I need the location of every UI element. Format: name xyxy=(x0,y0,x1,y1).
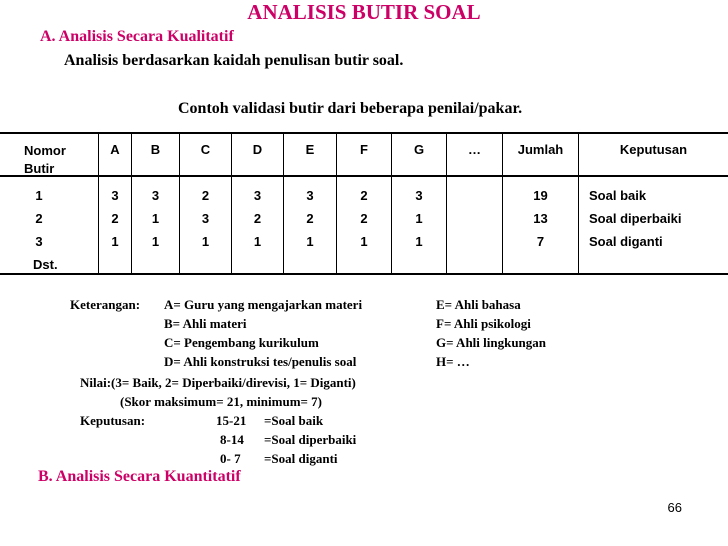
header-a: A xyxy=(110,142,120,157)
table-caption: Contoh validasi butir dari beberapa penilai/pakar. xyxy=(178,100,523,117)
table-cell-c: 1 xyxy=(201,234,210,249)
keputusan-range: 15-21 xyxy=(216,413,247,428)
table-cell-a: 3 xyxy=(111,188,119,203)
table-cell-d: 3 xyxy=(253,188,262,203)
header-e: E xyxy=(305,142,315,157)
table-cell-d: 1 xyxy=(253,234,262,249)
table-cell-nomor: 1 xyxy=(35,188,43,203)
legend-item: F= Ahli psikologi xyxy=(436,316,531,331)
legend-item: A= Guru yang mengajarkan materi xyxy=(164,297,363,312)
header-f: F xyxy=(360,142,368,157)
keputusan-label: Keputusan: xyxy=(80,413,146,428)
table-cell-b: 3 xyxy=(151,188,160,203)
table-bottom-border xyxy=(0,273,728,275)
table-cell-f: 2 xyxy=(360,188,368,203)
table-cell-g: 1 xyxy=(415,211,423,226)
table-cell-keputusan: Soal diganti xyxy=(589,234,663,249)
header-g: G xyxy=(413,142,425,157)
table-cell-nomor: 3 xyxy=(35,234,43,249)
header-ellipsis: … xyxy=(468,142,481,157)
keputusan-range: 0- 7 xyxy=(220,451,241,466)
table-cell-jumlah: 19 xyxy=(533,188,548,203)
table-top-border xyxy=(0,132,728,134)
table-cell-keputusan: Soal diperbaiki xyxy=(589,211,682,226)
keputusan-result: =Soal diganti xyxy=(264,451,338,466)
page-number: 66 xyxy=(667,500,682,515)
table-cell-b: 1 xyxy=(151,211,160,226)
header-jumlah: Jumlah xyxy=(517,142,564,157)
legend-item: E= Ahli bahasa xyxy=(436,297,521,312)
section-b-heading: B. Analisis Secara Kuantitatif xyxy=(38,468,241,485)
keputusan-result: =Soal baik xyxy=(264,413,324,428)
section-a-description: Analisis berdasarkan kaidah penulisan butir soal. xyxy=(64,52,404,69)
table-cell-d: 2 xyxy=(253,211,262,226)
header-b: B xyxy=(150,142,161,157)
table-cell-e: 3 xyxy=(306,188,314,203)
nilai-note: Nilai:(3= Baik, 2= Diperbaiki/direvisi, 1= Diganti) xyxy=(80,375,356,390)
keputusan-result: =Soal diperbaiki xyxy=(264,432,357,447)
table-cell-b: 1 xyxy=(151,234,160,249)
table-header-border xyxy=(0,175,728,177)
header-nomor-butir: Nomor Butir xyxy=(24,143,66,176)
skor-note: (Skor maksimum= 21, minimum= 7) xyxy=(120,394,323,409)
keterangan-label: Keterangan: xyxy=(70,297,141,312)
header-d: D xyxy=(252,142,263,157)
legend-item: H= … xyxy=(436,354,470,369)
table-cell-c: 2 xyxy=(201,188,210,203)
table-cell-f: 1 xyxy=(360,234,368,249)
legend-item: B= Ahli materi xyxy=(164,316,247,331)
page-title: ANALISIS BUTIR SOAL xyxy=(247,0,481,24)
table-cell-jumlah: 13 xyxy=(533,211,548,226)
table-cell-keputusan: Soal baik xyxy=(589,188,647,203)
validation-table xyxy=(0,132,728,275)
header-keputusan: Keputusan xyxy=(619,142,688,157)
table-cell-f: 2 xyxy=(360,211,368,226)
table-cell-a: 1 xyxy=(111,234,119,249)
legend-item: C= Pengembang kurikulum xyxy=(164,335,319,350)
table-cell-a: 2 xyxy=(111,211,119,226)
keputusan-range: 8-14 xyxy=(220,432,244,447)
table-cell-jumlah: 7 xyxy=(536,234,545,249)
legend-item: G= Ahli lingkungan xyxy=(436,335,547,350)
table-cell-nomor: Dst. xyxy=(33,257,58,272)
table-cell-e: 2 xyxy=(306,211,314,226)
table-cell-g: 3 xyxy=(415,188,423,203)
table-cell-e: 1 xyxy=(306,234,314,249)
table-cell-c: 3 xyxy=(201,211,210,226)
header-c: C xyxy=(200,142,211,157)
table-cell-nomor: 2 xyxy=(35,211,43,226)
legend-item: D= Ahli konstruksi tes/penulis soal xyxy=(164,354,357,369)
section-a-heading: A. Analisis Secara Kualitatif xyxy=(40,28,234,45)
table-cell-g: 1 xyxy=(415,234,423,249)
